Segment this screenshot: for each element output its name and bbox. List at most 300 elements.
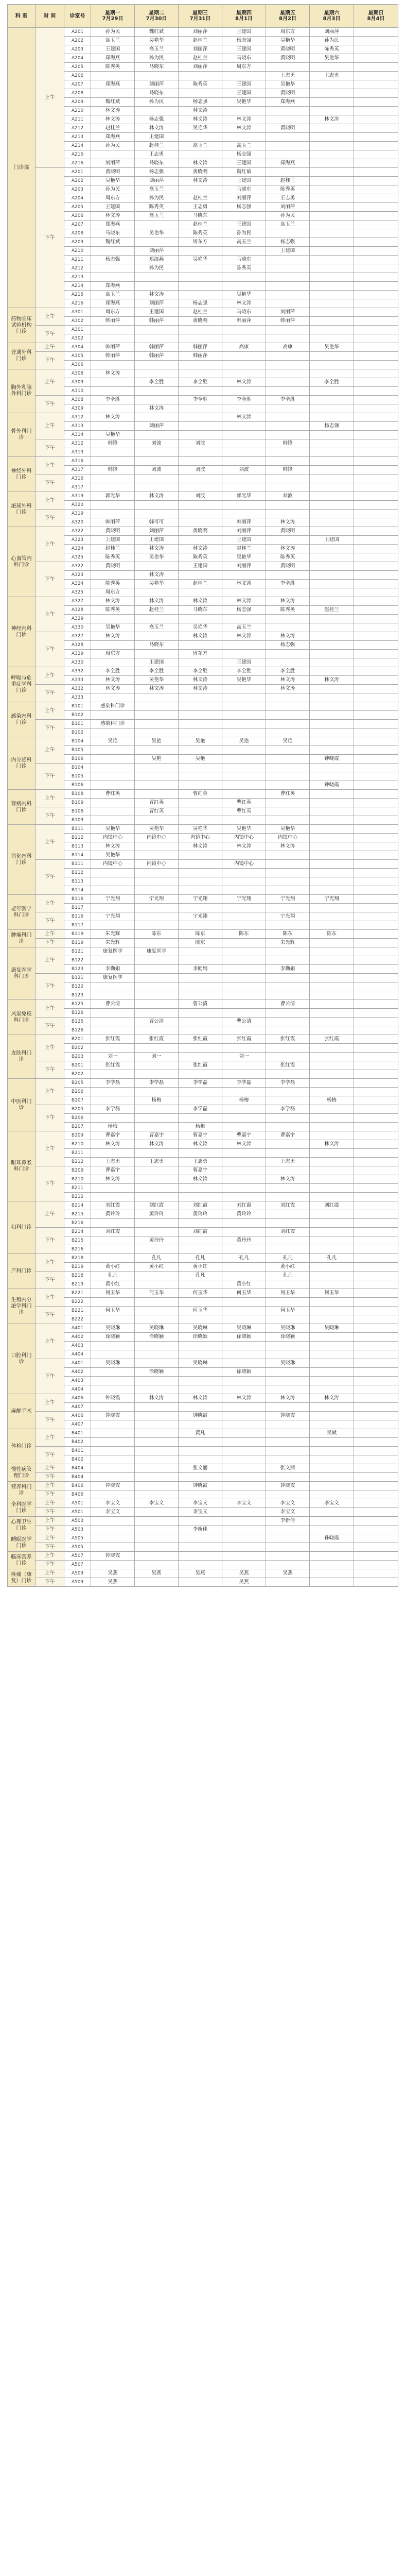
doctor-cell: 曹红英 (222, 799, 266, 807)
doctor-cell: 吴艳华 (135, 553, 179, 562)
doctor-cell: 钟晓霞 (310, 755, 354, 764)
doctor-cell (354, 693, 398, 702)
doctor-cell: 周东方 (179, 650, 222, 658)
doctor-cell (310, 807, 354, 816)
doctor-cell: 孙为民 (91, 28, 135, 37)
doctor-cell (179, 658, 222, 667)
doctor-cell (266, 1578, 310, 1587)
table-row (8, 623, 398, 632)
table-row (8, 650, 398, 658)
doctor-cell (179, 510, 222, 518)
doctor-cell (91, 764, 135, 772)
doctor-cell (222, 422, 266, 431)
doctor-cell: 孔凡 (91, 1272, 135, 1280)
table-row (8, 457, 398, 466)
doctor-cell (222, 448, 266, 457)
doctor-cell: 林文涛 (179, 1140, 222, 1149)
doctor-cell: 陈秀英 (179, 80, 222, 89)
doctor-cell (135, 1385, 179, 1394)
period-cell: 上午 (36, 1569, 64, 1578)
doctor-cell: 钟晓霞 (91, 1482, 135, 1490)
period-cell: 下午 (36, 326, 64, 343)
doctor-cell: 赵桂兰 (91, 124, 135, 133)
doctor-cell: 林文涛 (179, 632, 222, 641)
doctor-cell (91, 956, 135, 965)
doctor-cell: 林文涛 (310, 115, 354, 124)
doctor-cell: 孙为民 (91, 142, 135, 150)
room-cell: B215 (64, 1210, 91, 1219)
doctor-cell (91, 457, 135, 466)
doctor-cell (266, 1561, 310, 1569)
doctor-cell: 高玉兰 (135, 45, 179, 54)
doctor-cell: 林文涛 (310, 1394, 354, 1403)
doctor-cell: 韩丽萍 (222, 317, 266, 326)
doctor-cell: 林文涛 (179, 159, 222, 168)
room-cell: B402 (64, 1438, 91, 1447)
doctor-cell (310, 150, 354, 159)
doctor-cell (354, 1438, 398, 1447)
doctor-cell: 刘丽萍 (222, 194, 266, 203)
room-cell: B121 (64, 947, 91, 956)
header-day-tue (135, 5, 179, 28)
table-row (8, 72, 398, 80)
doctor-cell: 吴艳 (266, 737, 310, 746)
doctor-cell (135, 1307, 179, 1315)
doctor-cell (222, 939, 266, 947)
period-cell: 下午 (36, 562, 64, 597)
doctor-cell (179, 1088, 222, 1096)
doctor-cell: 吴艳华 (179, 623, 222, 632)
doctor-cell (222, 956, 266, 965)
doctor-cell: 马晓东 (222, 185, 266, 194)
doctor-cell (354, 1447, 398, 1455)
doctor-cell (222, 1377, 266, 1385)
doctor-cell: 杨梅 (222, 1096, 266, 1105)
doctor-cell (266, 1385, 310, 1394)
doctor-cell: 林文涛 (222, 580, 266, 588)
doctor-cell (179, 1377, 222, 1385)
doctor-cell (222, 1342, 266, 1350)
doctor-cell (91, 807, 135, 816)
doctor-cell: 刘丽萍 (310, 28, 354, 37)
doctor-cell (135, 457, 179, 466)
doctor-cell: 赵桂兰 (135, 142, 179, 150)
doctor-cell: 赵桂兰 (310, 606, 354, 615)
doctor-cell (135, 1245, 179, 1254)
room-cell: B122 (64, 956, 91, 965)
period-cell: 下午 (36, 860, 64, 895)
doctor-cell: 吴晓琳 (222, 1324, 266, 1333)
doctor-cell (135, 1193, 179, 1201)
doctor-cell: 刘丽萍 (179, 45, 222, 54)
doctor-cell (354, 326, 398, 334)
doctor-cell: 王建国 (91, 203, 135, 212)
table-row (8, 1254, 398, 1263)
department-cell: 风湿免疫科门诊 (8, 1000, 36, 1035)
doctor-cell: 张红霞 (91, 1061, 135, 1070)
doctor-cell (91, 1490, 135, 1499)
table-row (8, 912, 398, 921)
doctor-cell (354, 474, 398, 483)
room-cell: A501 (64, 1508, 91, 1517)
table-row (8, 185, 398, 194)
doctor-cell (266, 1526, 310, 1534)
table-row (8, 1464, 398, 1473)
doctor-cell: 马晓东 (222, 308, 266, 317)
doctor-cell (222, 1044, 266, 1053)
doctor-cell: 朱光辉 (91, 930, 135, 939)
doctor-cell: 吴艳华 (135, 676, 179, 685)
doctor-cell: 杨志强 (91, 256, 135, 264)
header-date: 7月29日 (102, 16, 124, 22)
header-weekday: 星期三 (192, 10, 208, 16)
doctor-cell (354, 947, 398, 956)
doctor-cell (354, 764, 398, 772)
room-cell: B401 (64, 1429, 91, 1438)
doctor-cell (354, 860, 398, 869)
doctor-cell (91, 571, 135, 580)
doctor-cell: 吴艳华 (222, 676, 266, 685)
doctor-cell (222, 1307, 266, 1315)
doctor-cell (179, 772, 222, 781)
doctor-cell: 郭光华 (222, 492, 266, 501)
room-cell: B114 (64, 886, 91, 895)
doctor-cell (354, 1280, 398, 1289)
doctor-cell: 张红霞 (91, 1035, 135, 1044)
doctor-cell (310, 518, 354, 527)
doctor-cell (135, 982, 179, 991)
doctor-cell (354, 676, 398, 685)
doctor-cell (310, 1342, 354, 1350)
doctor-cell: 马晓东 (222, 54, 266, 63)
doctor-cell (266, 799, 310, 807)
period-cell: 下午 (36, 685, 64, 702)
doctor-cell (135, 1350, 179, 1359)
doctor-cell (266, 1315, 310, 1324)
doctor-cell (266, 702, 310, 711)
doctor-cell (310, 229, 354, 238)
doctor-cell: 王建国 (135, 308, 179, 317)
doctor-cell: 宁光翔 (179, 912, 222, 921)
doctor-cell (354, 545, 398, 553)
doctor-cell: 内镜中心 (222, 834, 266, 842)
doctor-cell (222, 685, 266, 693)
doctor-cell (91, 474, 135, 483)
doctor-cell (354, 1245, 398, 1254)
doctor-cell (310, 238, 354, 247)
doctor-cell: 内镜中心 (91, 860, 135, 869)
doctor-cell (91, 1254, 135, 1263)
doctor-cell: 林文涛 (222, 597, 266, 606)
table-row (8, 361, 398, 369)
doctor-cell: 黄晓明 (266, 54, 310, 63)
doctor-cell: 吴艳 (91, 737, 135, 746)
header-weekday: 星期六 (324, 10, 340, 16)
doctor-cell (354, 439, 398, 448)
table-row (8, 772, 398, 781)
department-cell: 骨外科门诊 (8, 413, 36, 457)
doctor-cell (354, 1473, 398, 1482)
doctor-cell (135, 1429, 179, 1438)
period-cell: 上午 (36, 1000, 64, 1018)
doctor-cell: 王建国 (135, 658, 179, 667)
doctor-cell (222, 947, 266, 956)
doctor-cell: 林文涛 (222, 124, 266, 133)
doctor-cell: 刘丽萍 (135, 177, 179, 185)
doctor-cell (310, 667, 354, 676)
doctor-cell (135, 474, 179, 483)
doctor-cell: 王志勇 (310, 72, 354, 80)
doctor-cell (179, 571, 222, 580)
doctor-cell (354, 737, 398, 746)
doctor-cell (179, 1385, 222, 1394)
doctor-cell (266, 150, 310, 159)
doctor-cell (266, 1149, 310, 1158)
doctor-cell (91, 1009, 135, 1018)
doctor-cell (310, 168, 354, 177)
doctor-cell: 孙为民 (135, 194, 179, 203)
doctor-cell (135, 1455, 179, 1464)
doctor-cell (91, 1464, 135, 1473)
department-cell: 眼耳鼻喉科门诊 (8, 1131, 36, 1201)
doctor-cell: 刘丽萍 (222, 527, 266, 536)
doctor-cell (354, 256, 398, 264)
room-cell: B105 (64, 772, 91, 781)
department-cell: 康复医学科门诊 (8, 947, 36, 1000)
doctor-cell (354, 1175, 398, 1184)
table-row (8, 1298, 398, 1307)
table-row (8, 1377, 398, 1385)
doctor-cell: 王建国 (222, 80, 266, 89)
doctor-cell: 吴艳 (135, 755, 179, 764)
doctor-cell (266, 658, 310, 667)
doctor-cell (310, 1333, 354, 1342)
table-row (8, 1447, 398, 1455)
doctor-cell (310, 1552, 354, 1561)
table-row (8, 308, 398, 317)
room-cell: A320 (64, 518, 91, 527)
doctor-cell (266, 1123, 310, 1131)
doctor-cell (222, 641, 266, 650)
table-row (8, 1000, 398, 1009)
doctor-cell (91, 1455, 135, 1464)
period-cell: 上午 (36, 1324, 64, 1359)
doctor-cell (222, 904, 266, 912)
doctor-cell (266, 510, 310, 518)
period-cell: 下午 (36, 1447, 64, 1464)
doctor-cell (354, 177, 398, 185)
doctor-cell (354, 1377, 398, 1385)
doctor-cell: 韩锋 (266, 466, 310, 474)
doctor-cell (266, 1018, 310, 1026)
period-cell: 下午 (36, 1018, 64, 1035)
table-row (8, 1508, 398, 1517)
doctor-cell: 林文涛 (266, 597, 310, 606)
department-cell: 泌尿外科门诊 (8, 492, 36, 527)
doctor-cell: 林文涛 (222, 1140, 266, 1149)
doctor-cell: 黄小红 (91, 1280, 135, 1289)
doctor-cell (222, 1000, 266, 1009)
room-cell: A215 (64, 291, 91, 299)
doctor-cell: 韩丽萍 (135, 343, 179, 352)
room-cell: B221 (64, 1289, 91, 1298)
doctor-cell (135, 326, 179, 334)
doctor-cell: 陈秀英 (310, 45, 354, 54)
room-cell: A201 (64, 28, 91, 37)
doctor-cell: 吴艳华 (91, 623, 135, 632)
doctor-cell (135, 396, 179, 404)
table-row (8, 799, 398, 807)
room-cell: A211 (64, 115, 91, 124)
doctor-cell (354, 904, 398, 912)
period-cell: 上午 (36, 737, 64, 764)
table-row (8, 1061, 398, 1070)
doctor-cell (222, 571, 266, 580)
doctor-cell (354, 80, 398, 89)
doctor-cell (222, 107, 266, 115)
doctor-cell: 黄晓明 (91, 562, 135, 571)
doctor-cell (310, 177, 354, 185)
doctor-cell (354, 1105, 398, 1114)
room-cell: A316 (64, 457, 91, 466)
doctor-cell (222, 1552, 266, 1561)
table-row (8, 439, 398, 448)
table-row (8, 947, 398, 956)
table-row (8, 1359, 398, 1368)
doctor-cell (222, 1315, 266, 1324)
doctor-cell: 孔凡 (179, 1272, 222, 1280)
doctor-cell (135, 1543, 179, 1552)
doctor-cell: 林文涛 (91, 1175, 135, 1184)
room-cell: A302 (64, 334, 91, 343)
doctor-cell (135, 1219, 179, 1228)
doctor-cell: 曹红英 (91, 790, 135, 799)
doctor-cell: 韩锋 (266, 439, 310, 448)
doctor-cell (91, 1342, 135, 1350)
table-row (8, 632, 398, 641)
doctor-cell (310, 369, 354, 378)
table-row (8, 1578, 398, 1587)
doctor-cell (354, 273, 398, 282)
room-cell: B106 (64, 781, 91, 790)
doctor-cell: 杨志强 (222, 606, 266, 615)
period-cell: 下午 (36, 439, 64, 457)
doctor-cell: 刘红霞 (179, 1201, 222, 1210)
doctor-cell: 曹公清 (135, 1018, 179, 1026)
doctor-cell (179, 133, 222, 142)
doctor-cell: 韩丽萍 (91, 343, 135, 352)
doctor-cell (310, 483, 354, 492)
table-row (8, 413, 398, 422)
room-cell: A503 (64, 1526, 91, 1534)
department-cell: 口腔科门诊 (8, 1324, 36, 1394)
room-cell: A213 (64, 273, 91, 282)
table-row (8, 860, 398, 869)
doctor-cell (354, 343, 398, 352)
table-row (8, 142, 398, 150)
doctor-cell: 康复医学 (135, 947, 179, 956)
doctor-cell (179, 72, 222, 80)
doctor-cell (179, 1026, 222, 1035)
doctor-cell: 孙为民 (266, 212, 310, 221)
doctor-cell: 李宝文 (91, 1499, 135, 1508)
doctor-cell (266, 772, 310, 781)
doctor-cell: 李全胜 (91, 396, 135, 404)
table-row (8, 1131, 398, 1140)
doctor-cell: 钟晓霞 (310, 781, 354, 790)
doctor-cell (91, 1385, 135, 1394)
doctor-cell: 赵桂兰 (179, 194, 222, 203)
doctor-cell: 黄玲玲 (179, 1210, 222, 1219)
doctor-cell: 陈秀英 (266, 185, 310, 194)
doctor-cell (310, 1272, 354, 1280)
doctor-cell: 杨梅 (179, 1123, 222, 1131)
doctor-cell (135, 1412, 179, 1420)
doctor-cell (91, 1044, 135, 1053)
table-row (8, 1561, 398, 1569)
doctor-cell (266, 693, 310, 702)
doctor-cell (266, 457, 310, 466)
department-cell: 老年医学科门诊 (8, 895, 36, 930)
doctor-cell (179, 1552, 222, 1561)
doctor-cell: 黄晓明 (266, 45, 310, 54)
table-row (8, 667, 398, 676)
doctor-cell (310, 597, 354, 606)
room-cell: A204 (64, 54, 91, 63)
doctor-cell: 王建国 (222, 221, 266, 229)
room-cell: B117 (64, 904, 91, 912)
doctor-cell: 曹嘉宇 (91, 1131, 135, 1140)
doctor-cell: 朱光辉 (266, 939, 310, 947)
doctor-cell (91, 693, 135, 702)
doctor-cell (135, 904, 179, 912)
doctor-cell (222, 326, 266, 334)
doctor-cell: 马晓东 (179, 212, 222, 221)
doctor-cell (91, 273, 135, 282)
room-cell: A319 (64, 492, 91, 501)
doctor-cell (354, 413, 398, 422)
doctor-cell (266, 728, 310, 737)
doctor-cell (179, 247, 222, 256)
doctor-cell: 曹红英 (135, 807, 179, 816)
doctor-cell (310, 571, 354, 580)
doctor-cell: 李学磊 (91, 1105, 135, 1114)
doctor-cell (222, 991, 266, 1000)
doctor-cell (310, 685, 354, 693)
doctor-cell (266, 1096, 310, 1105)
doctor-cell: 林文涛 (179, 545, 222, 553)
header-row (8, 5, 398, 28)
doctor-cell (310, 921, 354, 930)
doctor-cell (354, 483, 398, 492)
doctor-cell (91, 1114, 135, 1123)
doctor-cell (354, 72, 398, 80)
doctor-cell: 吴艳华 (135, 229, 179, 238)
room-cell: A208 (64, 229, 91, 238)
doctor-cell (135, 1000, 179, 1009)
department-cell: 药物临床试验机构门诊 (8, 308, 36, 343)
doctor-cell (179, 457, 222, 466)
doctor-cell: 何玉华 (91, 1289, 135, 1298)
doctor-cell (179, 185, 222, 194)
doctor-cell (354, 1526, 398, 1534)
doctor-cell: 张文丽 (179, 1464, 222, 1473)
doctor-cell (354, 1114, 398, 1123)
doctor-cell: 刘红霞 (135, 1201, 179, 1210)
doctor-cell: 孔凡 (179, 1254, 222, 1263)
room-cell: B205 (64, 1079, 91, 1088)
doctor-cell: 林文涛 (135, 124, 179, 133)
